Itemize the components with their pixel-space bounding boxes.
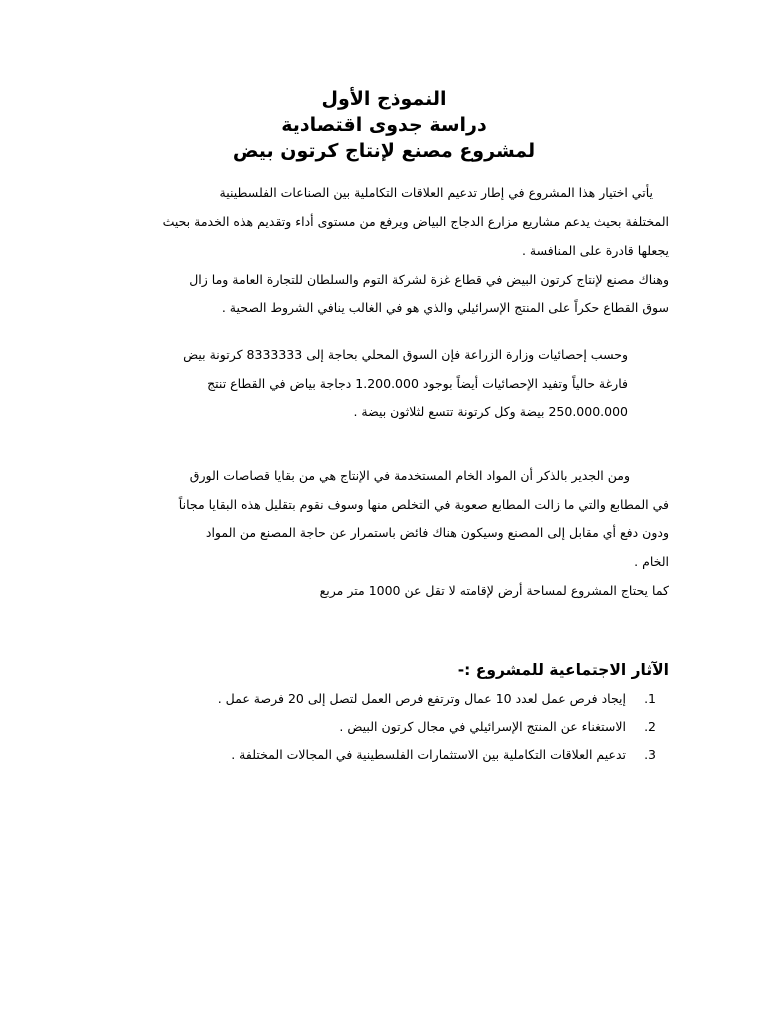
title-line-2: دراسة جدوى اقتصادية [281, 114, 487, 136]
document-title [150, 86, 618, 164]
list-item [96, 718, 656, 736]
paragraph-2-line-1: وهناك مصنع لإنتاج كرتون البيض في قطاع غزة لشركة التوم والسلطان للتجارة العامة وما زال [189, 272, 669, 287]
list-item [96, 746, 656, 764]
title-line-1: النموذج الأول [321, 88, 447, 110]
paragraph-1-line-2: المختلفة بحيث يدعم مشاريع مزارع الدجاج البياض ويرفع من مستوى أداء وتقديم هذه الخدمة بحيث [162, 214, 669, 229]
paragraph-4-line-2: في المطابع والتي ما زالت المطابع صعوبة في التخلص منها وسوف نقوم بتقليل هذه البقايا مجاناً [178, 497, 669, 512]
paragraph-4-line-4: الخام . [634, 554, 669, 569]
list-item-number: 3. [644, 747, 656, 762]
list-item-number: 1. [644, 691, 656, 706]
list-item-text: تدعيم العلاقات التكاملية بين الاستثمارات الفلسطينية في المجالات المختلفة . [231, 747, 626, 762]
list-item-text: إيجاد فرص عمل لعدد 10 عمال وترتفع فرص العمل لتصل إلى 20 فرصة عمل . [217, 691, 626, 706]
paragraph-3-line-3: 250.000.000 بيضة وكل كرتونة تتسع لثلاثون بيضة . [353, 404, 628, 419]
section-heading: الآثار الاجتماعية للمشروع :- [457, 661, 669, 679]
list-item-text: الاستغناء عن المنتج الإسرائيلي في مجال كرتون البيض . [339, 719, 626, 734]
list-item [96, 690, 656, 708]
paragraph-1-line-1: يأتي اختيار هذا المشروع في إطار تدعيم العلاقات التكاملية بين الصناعات الفلسطينية [219, 185, 653, 200]
paragraph-4-line-3: ودون دفع أي مقابل إلى المصنع وسيكون هناك فائض باستمرار عن حاجة المصنع من المواد [205, 525, 669, 540]
paragraph-4-line-1: ومن الجدير بالذكر أن المواد الخام المستخدمة في الإنتاج هي من بقايا قصاصات الورق [189, 468, 630, 483]
paragraph-3-line-1: وحسب إحصائيات وزارة الزراعة فإن السوق المحلي بحاجة إلى 8333333 كرتونة بيض [183, 347, 628, 362]
list-item-number: 2. [644, 719, 656, 734]
title-line-3: لمشروع مصنع لإنتاج كرتون بيض [232, 140, 536, 162]
paragraph-1-line-3: يجعلها قادرة على المنافسة . [521, 243, 669, 258]
paragraph-5-line-1: كما يحتاج المشروع لمساحة أرض لإقامته لا تقل عن 1000 متر مربع [319, 583, 669, 598]
paragraph-2-line-2: سوق القطاع حكراً على المنتج الإسرائيلي والذي هو في الغالب ينافي الشروط الصحية . [221, 300, 669, 315]
paragraph-3-line-2: فارغة حالياً وتفيد الإحصائيات أيضاً بوجود 1.200.000 دجاجة بياض في القطاع تنتج [207, 376, 628, 391]
